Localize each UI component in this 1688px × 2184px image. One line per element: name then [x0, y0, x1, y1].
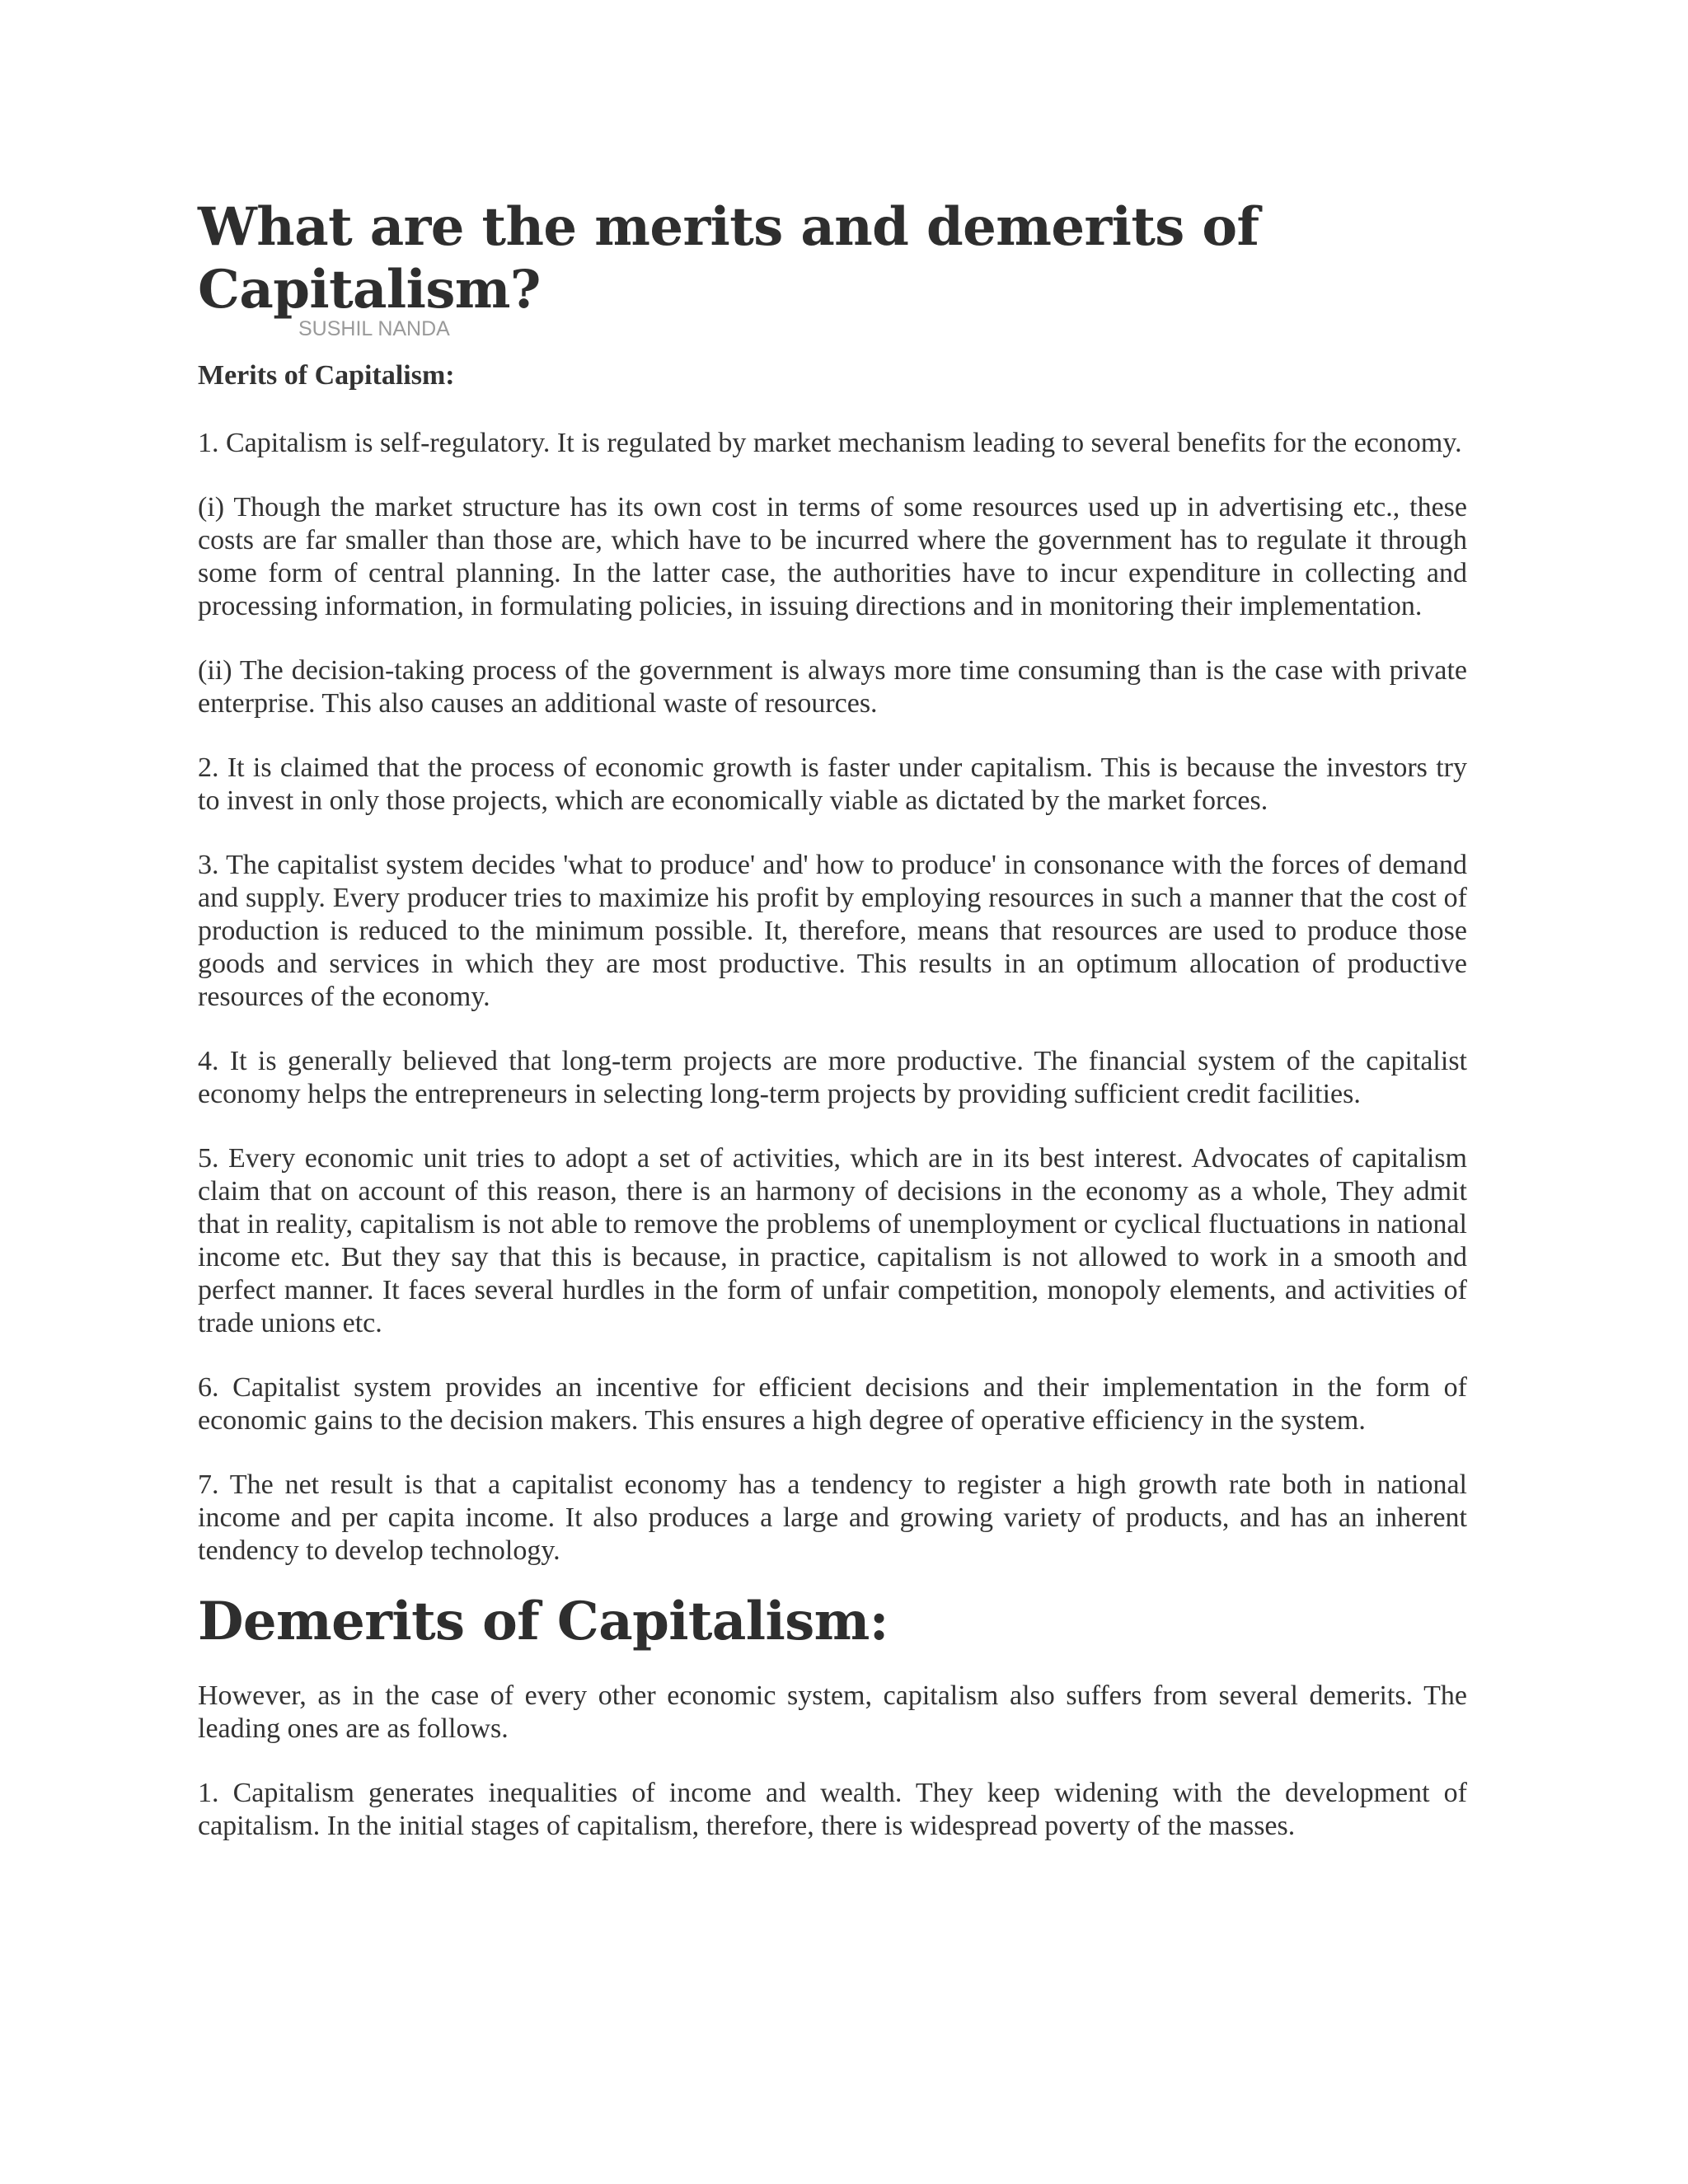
document-page [198, 196, 1467, 1843]
demerits-paragraph: 1. Capitalism generates inequalities of income and wealth. They keep widening with the development of capitalism. In the initial stages of capitalism, therefore, there is widespread poverty of the masses. [198, 1778, 1467, 1841]
demerits-heading: Demerits of Capitalism: [198, 1591, 889, 1652]
merits-paragraph: (ii) The decision-taking process of the government is always more time consuming than is the case with private enterprise. This also causes an additional waste of resources. [198, 655, 1467, 719]
merits-paragraph: 5. Every economic unit tries to adopt a set of activities, which are in its best interest. Advocates of capitalism claim that on account of this reason, there is an harmony of decisions in the economy as a whole, They admit that in reality, capitalism is not able to remove the problems of unemployment or cyclical fluctuations in national income etc. But they say that this is because, in practice, capitalism is not allowed to work in a smooth and perfect manner. It faces several hurdles in the form of unfair competition, monopoly elements, and activities of trade unions etc. [198, 1143, 1467, 1338]
merits-paragraph: 6. Capitalist system provides an incentive for efficient decisions and their implementation in the form of economic gains to the decision makers. This ensures a high degree of operative efficiency in the system. [198, 1372, 1467, 1436]
demerits-paragraph: However, as in the case of every other economic system, capitalism also suffers from several demerits. The leading ones are as follows. [198, 1680, 1467, 1744]
merits-paragraph: 2. It is claimed that the process of economic growth is faster under capitalism. This is because the investors try to invest in only those projects, which are economically viable as dictated by the market forces. [198, 752, 1467, 816]
article-title: What are the merits and demerits of Capitalism? [198, 196, 1259, 321]
merits-paragraph: 1. Capitalism is self-regulatory. It is regulated by market mechanism leading to several benefits for the economy. [198, 428, 1462, 458]
merits-paragraph: 3. The capitalist system decides 'what to produce' and' how to produce' in consonance with the forces of demand and supply. Every producer tries to maximize his profit by employing resources in such a manner that the cost of production is reduced to the minimum possible. It, therefore, means that resources are used to produce those goods and services in which they are most productive. This results in an optimum allocation of productive resources of the economy. [198, 850, 1467, 1012]
merits-paragraph: 7. The net result is that a capitalist economy has a tendency to register a high growth rate both in national income and per capita income. It also produces a large and growing variety of products, and has an inherent tendency to develop technology. [198, 1469, 1467, 1566]
merits-paragraph: (i) Though the market structure has its own cost in terms of some resources used up in advertising etc., these costs are far smaller than those are, which have to be incurred where the government has to regulate it through some form of central planning. In the latter case, the authorities have to incur expenditure in collecting and processing information, in formulating policies, in issuing directions and in monitoring their implementation. [198, 492, 1467, 621]
author-name: SUSHIL NANDA [298, 317, 450, 340]
merits-paragraph: 4. It is generally believed that long-term projects are more productive. The financial system of the capitalist economy helps the entrepreneurs in selecting long-term projects by providing sufficient credit facilities. [198, 1046, 1467, 1109]
merits-heading: Merits of Capitalism: [198, 360, 455, 391]
